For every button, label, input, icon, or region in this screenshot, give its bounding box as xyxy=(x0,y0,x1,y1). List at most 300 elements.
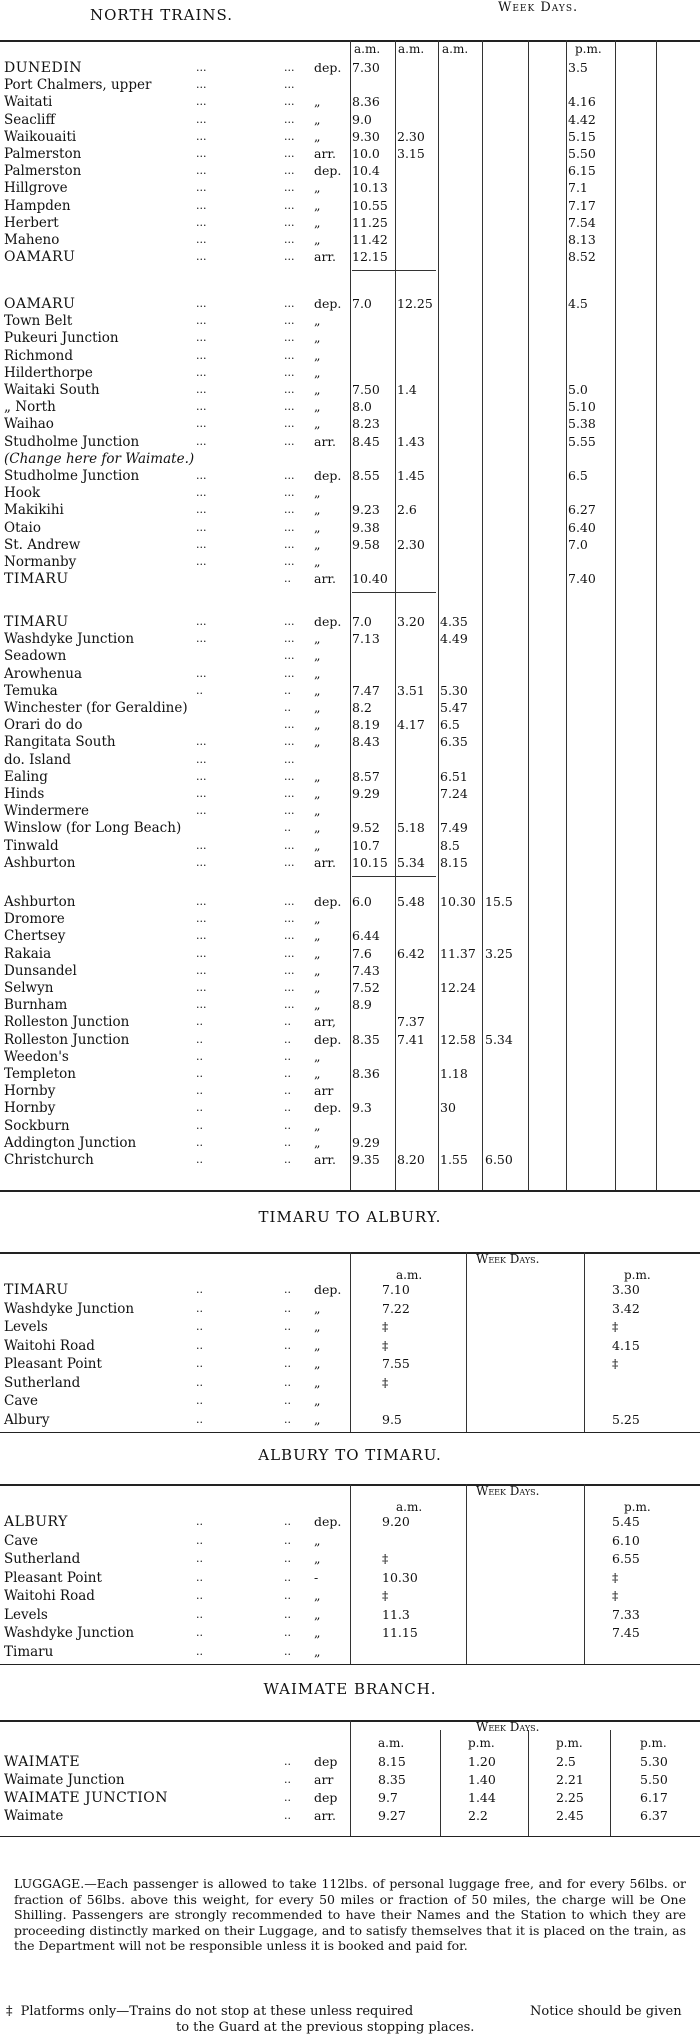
time-cell: 5.48 xyxy=(397,894,425,909)
north-bottom-rule xyxy=(0,1190,700,1192)
footnote-symbol: ‡ xyxy=(6,2004,13,2019)
am-time: ‡ xyxy=(382,1374,389,1390)
table-row xyxy=(0,1514,700,1530)
time-cell: 10.40 xyxy=(352,571,388,587)
leader-dots: ... xyxy=(196,555,207,568)
time-cell: 8.23 xyxy=(352,416,380,432)
time-cell: 7.41 xyxy=(397,1031,425,1047)
arr-dep-label: „ xyxy=(314,837,321,853)
leader-dots: ... xyxy=(196,998,207,1012)
station-name: Studholme Junction xyxy=(4,468,140,484)
time-cell: 7.43 xyxy=(352,962,380,978)
table-row xyxy=(0,700,700,716)
arr-dep-label: dep xyxy=(314,1790,338,1805)
time-cell: 8.9 xyxy=(352,997,372,1013)
station-name: Orari do do xyxy=(4,717,83,734)
station-name: Pleasant Point xyxy=(4,1356,102,1372)
table-row xyxy=(0,648,700,664)
arr-dep-label: „ xyxy=(314,1319,321,1334)
time-cell: 11.42 xyxy=(352,232,388,247)
leader-dots: ... xyxy=(196,752,207,766)
time-cell: 1.44 xyxy=(468,1790,496,1805)
arr-dep-label: „ xyxy=(314,1066,321,1081)
time-cell: 12.15 xyxy=(352,249,388,265)
table-row xyxy=(0,614,700,630)
station-name: Sutherland xyxy=(4,1551,81,1567)
station-name: Makikihi xyxy=(4,502,64,519)
arr-dep-label: dep. xyxy=(314,468,342,483)
arr-dep-label: arr xyxy=(314,1083,334,1099)
time-cell: 8.2 xyxy=(352,700,372,715)
station-name: Washdyke Junction xyxy=(4,1300,135,1317)
time-cell: 7.54 xyxy=(568,214,596,230)
table-row xyxy=(0,1118,700,1134)
table-row xyxy=(0,94,700,110)
table-row xyxy=(0,1032,700,1048)
table-row xyxy=(0,520,700,536)
station-name: Levels xyxy=(4,1319,48,1335)
time-cell: 10.4 xyxy=(352,163,380,179)
footnote xyxy=(6,2004,696,2035)
leader-dots: .. xyxy=(284,1515,291,1528)
arr-dep-label: „ xyxy=(314,232,321,247)
arr-dep-label: „ xyxy=(314,1551,321,1566)
leader-dots: ... xyxy=(284,181,295,195)
leader-dots: .. xyxy=(284,1533,291,1547)
time-cell: 9.29 xyxy=(352,1134,380,1150)
time-cell: 9.58 xyxy=(352,536,380,552)
time-cell: 8.36 xyxy=(352,94,380,110)
time-cell: 7.13 xyxy=(352,631,380,647)
station-name: WAIMATE xyxy=(4,1754,81,1770)
ta-bottom-rule xyxy=(0,1432,700,1433)
time-cell: 7.6 xyxy=(352,945,372,961)
arr-dep-label: arr. xyxy=(314,433,337,449)
leader-dots: ... xyxy=(196,895,207,908)
ta-week-days: Week Days. xyxy=(476,1252,540,1266)
time-cell: 8.45 xyxy=(352,433,380,449)
station-name: Cave xyxy=(4,1393,38,1409)
table-row xyxy=(0,348,700,364)
leader-dots: .. xyxy=(196,1338,203,1352)
station-name: Ashburton xyxy=(4,894,76,910)
wm-bottom-rule xyxy=(0,1836,700,1837)
leader-dots: ... xyxy=(284,365,295,379)
arr-dep-label: „ xyxy=(314,1606,321,1622)
time-cell: 9.35 xyxy=(352,1152,380,1167)
table-row xyxy=(0,382,700,398)
leader-dots: .. xyxy=(196,1533,203,1547)
table-row xyxy=(0,946,700,962)
leader-dots: ... xyxy=(196,297,207,310)
am-time: ‡ xyxy=(382,1319,389,1334)
arr-dep-label: „ xyxy=(314,128,321,144)
leader-dots: ... xyxy=(284,164,295,178)
leader-dots: ... xyxy=(196,981,207,994)
am-time: 11.15 xyxy=(382,1625,418,1640)
table-row xyxy=(0,1135,700,1151)
leader-dots: ... xyxy=(284,735,295,749)
arr-dep-label: „ xyxy=(314,485,321,501)
time-cell: 8.19 xyxy=(352,717,380,733)
station-name: Town Belt xyxy=(4,313,73,330)
leader-dots: ... xyxy=(196,147,207,160)
leader-dots: .. xyxy=(196,1589,203,1602)
table-row xyxy=(0,485,700,501)
station-name: Hook xyxy=(4,485,41,502)
leader-dots: ... xyxy=(196,198,207,212)
time-cell: 2.5 xyxy=(556,1754,576,1769)
leader-dots: ... xyxy=(284,752,295,766)
leader-dots: .. xyxy=(196,1301,203,1315)
am-time: 7.55 xyxy=(382,1356,410,1371)
arr-dep-label: arr. xyxy=(314,571,337,587)
time-cell: 10.55 xyxy=(352,197,388,213)
station-name: TIMARU xyxy=(4,571,69,588)
table-row xyxy=(0,1066,700,1082)
station-name: Hilderthorpe xyxy=(4,364,93,381)
arr-dep-label: „ xyxy=(314,399,321,415)
time-cell: 2.6 xyxy=(397,502,417,518)
time-cell: 10.7 xyxy=(352,837,380,853)
pm-time: 4.15 xyxy=(612,1337,640,1353)
leader-dots: ... xyxy=(284,912,295,926)
leader-dots: .. xyxy=(196,1084,203,1098)
time-cell: 1.20 xyxy=(468,1754,496,1769)
time-cell: 7.52 xyxy=(352,980,380,995)
station-name: do. Island xyxy=(4,751,72,768)
time-cell: 4.17 xyxy=(397,717,425,733)
time-cell: 5.50 xyxy=(640,1772,668,1787)
station-name: Waimate Junction xyxy=(4,1772,125,1788)
am-time: 7.22 xyxy=(382,1300,410,1316)
leader-dots: .. xyxy=(284,1791,291,1804)
station-name: Washdyke Junction xyxy=(4,631,135,648)
leader-dots: ... xyxy=(196,537,207,551)
column-header: p.m. xyxy=(556,1736,583,1750)
leader-dots: ... xyxy=(284,838,295,852)
station-name: Hornby xyxy=(4,1083,56,1100)
station-name: Levels xyxy=(4,1606,48,1623)
table-row xyxy=(0,112,700,128)
arr-dep-label: „ xyxy=(314,554,321,569)
table-row xyxy=(0,1808,700,1824)
leader-dots: .. xyxy=(284,821,291,835)
table-row xyxy=(0,769,700,785)
time-cell: 7.47 xyxy=(352,682,380,698)
leader-dots: ... xyxy=(284,649,295,663)
leader-dots: .. xyxy=(284,1773,291,1786)
leader-dots: ... xyxy=(284,250,295,264)
time-cell: 7.30 xyxy=(352,60,380,75)
station-name: Waimate xyxy=(4,1808,64,1824)
time-cell: 2.2 xyxy=(468,1808,488,1823)
station-name: DUNEDIN xyxy=(4,60,82,76)
station-name: Waitaki South xyxy=(4,382,100,398)
table-row xyxy=(0,60,700,76)
leader-dots: ... xyxy=(196,486,207,500)
time-cell: 30 xyxy=(440,1100,456,1116)
time-cell: 5.34 xyxy=(397,854,425,870)
leader-dots: ... xyxy=(196,233,207,246)
ta-pm: p.m. xyxy=(624,1268,651,1282)
station-name: Dunsandel xyxy=(4,962,77,979)
time-cell: 7.0 xyxy=(352,614,372,629)
table-row xyxy=(0,631,700,647)
leader-dots: .. xyxy=(284,1412,291,1426)
station-name: Temuka xyxy=(4,682,58,699)
table-row xyxy=(0,1551,700,1567)
leader-dots: ... xyxy=(284,615,295,628)
north-am-label-2: a.m. xyxy=(398,42,425,56)
table-row xyxy=(0,554,700,570)
leader-dots: ... xyxy=(196,314,207,328)
table-row xyxy=(0,365,700,381)
table-row xyxy=(0,855,700,871)
leader-dots: ... xyxy=(284,486,295,500)
station-name: Dromore xyxy=(4,911,65,928)
arr-dep-label: „ xyxy=(314,1643,321,1659)
leader-dots: ... xyxy=(284,61,295,74)
leader-dots: ... xyxy=(284,469,295,482)
table-row xyxy=(0,451,700,467)
time-cell: 12.25 xyxy=(397,296,433,311)
leader-dots: ... xyxy=(284,297,295,310)
table-row xyxy=(0,1014,700,1030)
table-row xyxy=(0,1533,700,1549)
leader-dots: ... xyxy=(196,615,207,628)
timaru-albury-title: TIMARU TO ALBURY. xyxy=(258,1208,442,1226)
time-cell: 2.45 xyxy=(556,1808,584,1823)
arr-dep-label: „ xyxy=(314,1411,321,1427)
table-row xyxy=(0,1570,700,1586)
am-time: 7.10 xyxy=(382,1282,410,1297)
station-name: Seacliff xyxy=(4,111,56,128)
arr-dep-label: „ xyxy=(314,416,321,432)
leader-dots: ... xyxy=(284,331,295,345)
time-cell: 6.27 xyxy=(568,502,596,518)
time-cell: 8.35 xyxy=(352,1031,380,1047)
leader-dots: ... xyxy=(284,787,295,800)
leader-dots: .. xyxy=(196,1644,203,1658)
station-name: Tinwald xyxy=(4,837,59,854)
leader-dots: ... xyxy=(196,400,207,414)
station-name: Hampden xyxy=(4,197,71,214)
station-name: Weedon's xyxy=(4,1048,69,1065)
time-cell: 5.30 xyxy=(640,1754,668,1769)
leader-dots: ... xyxy=(284,314,295,328)
table-row xyxy=(0,77,700,93)
leader-dots: .. xyxy=(284,1153,291,1166)
waimate-title: WAIMATE BRANCH. xyxy=(263,1680,437,1698)
time-cell: 1.55 xyxy=(440,1152,468,1167)
station-name: Sutherland xyxy=(4,1374,81,1391)
time-cell: 11.25 xyxy=(352,214,388,230)
leader-dots: ... xyxy=(284,855,295,869)
pm-time: 6.10 xyxy=(612,1532,640,1548)
block-divider xyxy=(352,876,436,877)
leader-dots: ... xyxy=(284,537,295,551)
at-week-days: Week Days. xyxy=(476,1484,540,1498)
arr-dep-label: „ xyxy=(314,786,321,801)
leader-dots: .. xyxy=(196,1032,203,1046)
leader-dots: ... xyxy=(196,963,207,977)
leader-dots: .. xyxy=(284,1589,291,1602)
station-name: Waikouaiti xyxy=(4,128,77,145)
arr-dep-label: „ xyxy=(314,111,321,127)
station-name: Chertsey xyxy=(4,928,66,945)
time-cell: 8.5 xyxy=(440,837,460,853)
table-row xyxy=(0,1282,700,1298)
table-row xyxy=(0,232,700,248)
time-cell: 8.15 xyxy=(378,1754,406,1769)
arr-dep-label: - xyxy=(314,1569,319,1585)
arr-dep-label: dep. xyxy=(314,1031,342,1047)
table-row xyxy=(0,1625,700,1641)
pm-time: 3.30 xyxy=(612,1282,640,1297)
arr-dep-label: „ xyxy=(314,945,321,961)
at-bottom-rule xyxy=(0,1664,700,1665)
leader-dots: ... xyxy=(284,383,295,396)
station-name: Winchester (for Geraldine) xyxy=(4,700,188,716)
time-cell: 6.5 xyxy=(440,717,460,733)
time-cell: 6.44 xyxy=(352,928,380,944)
leader-dots: ... xyxy=(284,348,295,362)
leader-dots: ... xyxy=(196,61,207,74)
time-cell: 6.15 xyxy=(568,163,596,179)
arr-dep-label: arr. xyxy=(314,146,337,161)
ta-am: a.m. xyxy=(396,1268,423,1282)
station-name: Addington Junction xyxy=(4,1134,137,1151)
time-cell: 9.38 xyxy=(352,519,380,535)
time-cell: 4.5 xyxy=(568,296,588,311)
station-name: Arowhenua xyxy=(4,665,83,682)
time-cell: 6.51 xyxy=(440,768,468,784)
station-name: Windermere xyxy=(4,803,89,820)
station-name: Rakaia xyxy=(4,945,52,962)
time-cell: 15.5 xyxy=(485,894,513,909)
leader-dots: ... xyxy=(284,198,295,212)
leader-dots: .. xyxy=(196,1283,203,1296)
table-row xyxy=(0,1338,700,1354)
station-name: Maheno xyxy=(4,232,60,248)
station-name: Palmerston xyxy=(4,146,82,162)
time-cell: 3.5 xyxy=(568,60,588,75)
arr-dep-label: „ xyxy=(314,382,321,397)
table-row xyxy=(0,198,700,214)
am-time: ‡ xyxy=(382,1588,389,1603)
arr-dep-label: arr. xyxy=(314,249,337,265)
leader-dots: .. xyxy=(284,1135,291,1149)
time-cell: 4.42 xyxy=(568,111,596,127)
station-name: Seadown xyxy=(4,648,67,665)
leader-dots: .. xyxy=(284,1067,291,1080)
leader-dots: .. xyxy=(284,1644,291,1658)
station-name: Pukeuri Junction xyxy=(4,330,119,347)
arr-dep-label: „ xyxy=(314,1532,321,1548)
leader-dots: .. xyxy=(284,1015,291,1029)
time-cell: 5.47 xyxy=(440,700,468,715)
table-row xyxy=(0,1100,700,1116)
leader-dots: ... xyxy=(196,735,207,749)
station-name: Waitati xyxy=(4,94,53,111)
arr-dep-label: „ xyxy=(314,962,321,978)
leader-dots: ... xyxy=(284,804,295,818)
leader-dots: .. xyxy=(284,1101,291,1115)
pm-time: ‡ xyxy=(612,1356,619,1371)
leader-dots: ... xyxy=(196,666,207,680)
arr-dep-label: „ xyxy=(314,803,321,819)
leader-dots: .. xyxy=(284,1118,291,1132)
station-name: Rangitata South xyxy=(4,734,116,751)
time-cell: 10.30 xyxy=(440,894,476,909)
leader-dots: ... xyxy=(196,129,207,143)
am-time: 9.20 xyxy=(382,1514,410,1529)
arr-dep-label: arr. xyxy=(314,854,337,870)
north-week-days: Week Days. xyxy=(498,0,579,15)
leader-dots: ... xyxy=(196,804,207,818)
arr-dep-label: „ xyxy=(314,536,321,552)
pm-time: ‡ xyxy=(612,1319,619,1334)
am-time: 11.3 xyxy=(382,1606,410,1622)
block-divider xyxy=(352,270,436,271)
time-cell: 4.35 xyxy=(440,614,468,629)
arr-dep-label: „ xyxy=(314,1588,321,1603)
arr-dep-label: „ xyxy=(314,1356,321,1371)
station-name: Hinds xyxy=(4,786,45,802)
leader-dots: .. xyxy=(196,1357,203,1370)
north-pm-label: p.m. xyxy=(575,42,602,56)
arr-dep-label: „ xyxy=(314,928,321,944)
leader-dots: .. xyxy=(196,1515,203,1528)
arr-dep-label: arr. xyxy=(314,1808,337,1823)
station-name: Otaio xyxy=(4,519,41,536)
leader-dots: ... xyxy=(196,769,207,783)
leader-dots: .. xyxy=(196,1607,203,1621)
time-cell: 6.42 xyxy=(397,945,425,961)
table-row xyxy=(0,1049,700,1065)
am-time: 10.30 xyxy=(382,1569,418,1585)
table-row xyxy=(0,1772,700,1788)
leader-dots: .. xyxy=(284,1755,291,1768)
column-header: a.m. xyxy=(378,1736,405,1750)
station-name: TIMARU xyxy=(4,1282,69,1298)
leader-dots: .. xyxy=(196,1049,203,1063)
leader-dots: .. xyxy=(284,1301,291,1315)
table-row xyxy=(0,1301,700,1317)
time-cell: 7.0 xyxy=(568,536,588,552)
north-title: NORTH TRAINS. xyxy=(90,6,233,24)
station-name: Christchurch xyxy=(4,1152,94,1168)
leader-dots: ... xyxy=(196,929,207,943)
arr-dep-label: arr, xyxy=(314,1014,337,1030)
station-name: Pleasant Point xyxy=(4,1569,102,1586)
footnote-left: Platforms only—Trains do not stop at these unless required xyxy=(20,2004,414,2019)
arr-dep-label: dep xyxy=(314,1754,338,1769)
leader-dots: .. xyxy=(284,1357,291,1370)
time-cell: 9.3 xyxy=(352,1100,372,1116)
leader-dots: .. xyxy=(284,572,291,586)
leader-dots: ... xyxy=(284,998,295,1012)
leader-dots: ... xyxy=(196,855,207,869)
arr-dep-label: arr xyxy=(314,1772,334,1787)
leader-dots: ... xyxy=(196,632,207,646)
station-name: Ashburton xyxy=(4,854,76,871)
leader-dots: ... xyxy=(284,963,295,977)
station-name: (Change here for Waimate.) xyxy=(4,450,195,467)
leader-dots: ... xyxy=(284,981,295,994)
pm-time: 7.33 xyxy=(612,1606,640,1622)
